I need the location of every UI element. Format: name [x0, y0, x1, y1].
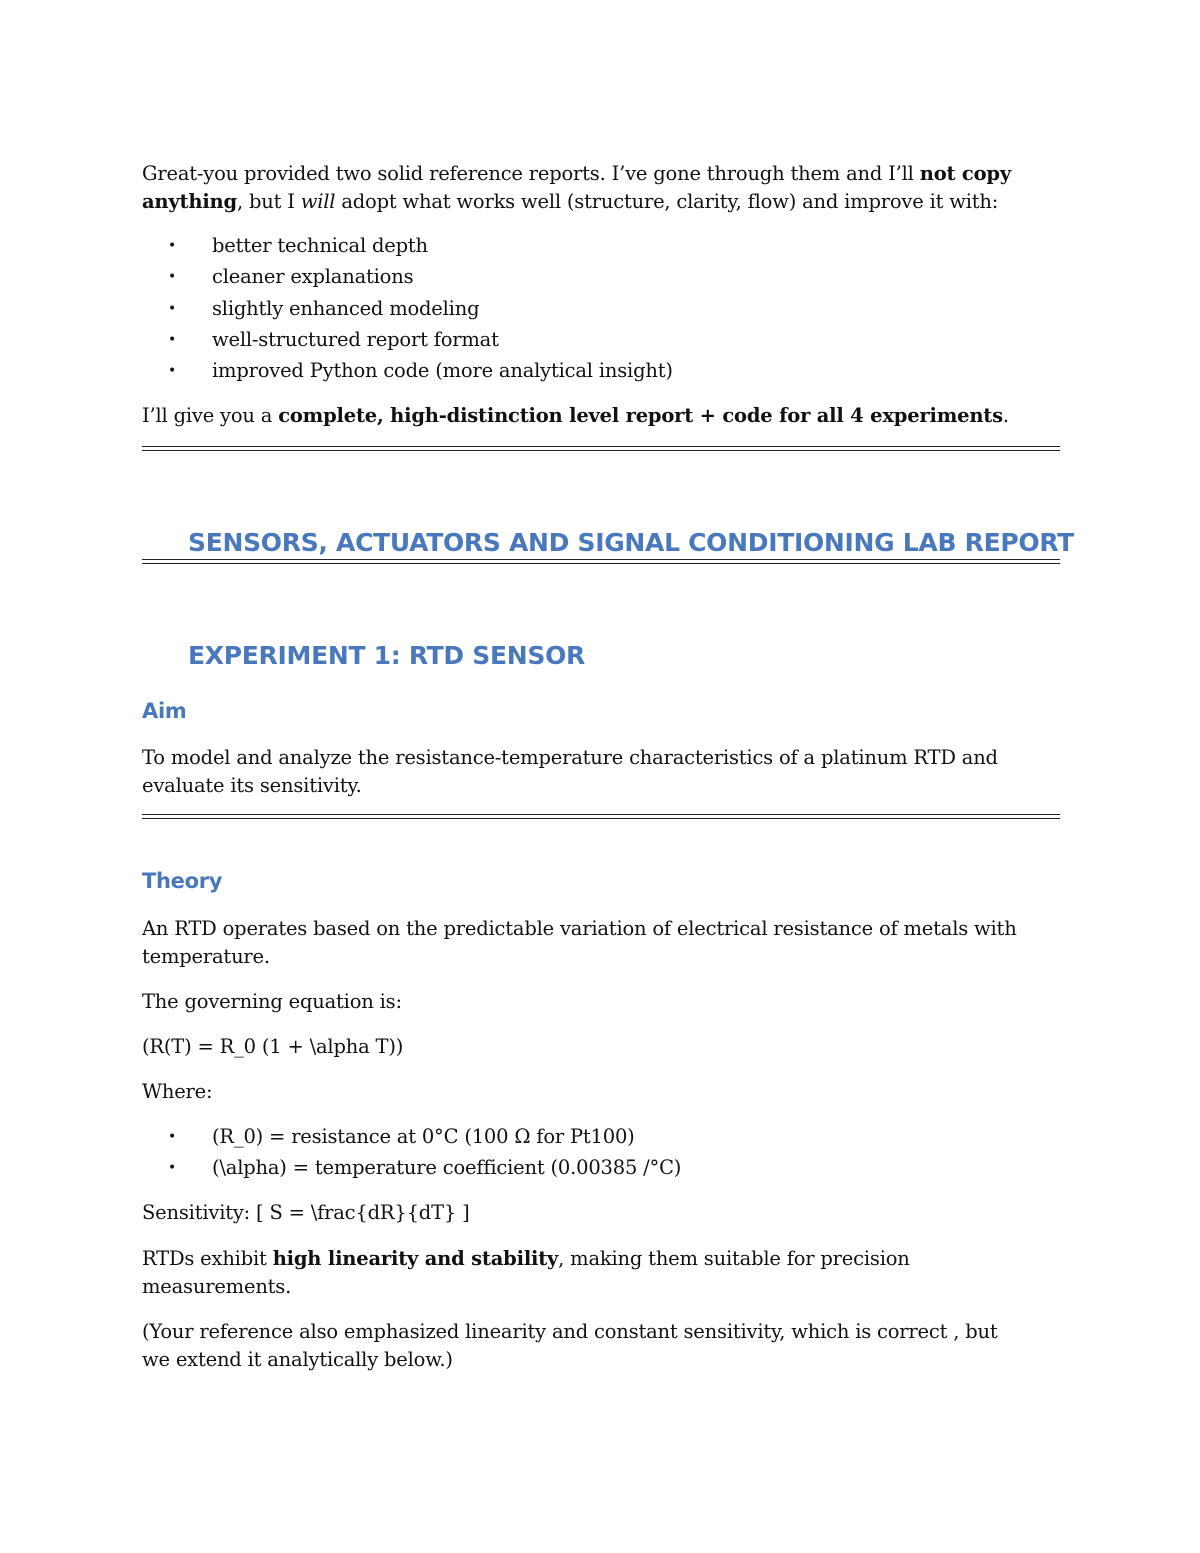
- aim-heading: Aim: [142, 699, 187, 723]
- sensitivity-formula: Sensitivity: [ S = \frac{dR}{dT} ]: [142, 1201, 470, 1224]
- horizontal-rule: [142, 814, 1060, 819]
- intro-closing: [142, 402, 1062, 430]
- theory-paragraph-4: [142, 1318, 1062, 1374]
- intro-bold-anything: anything: [142, 190, 237, 213]
- theory-line: An RTD operates based on the predictable variation of electrical resistance of metals with: [142, 917, 1017, 940]
- list-item: (R_0) = resistance at 0°C (100 Ω for Pt100): [212, 1125, 635, 1148]
- intro-paragraph: [142, 160, 1062, 216]
- where-label: Where:: [142, 1080, 213, 1103]
- aim-paragraph: [142, 744, 1062, 800]
- closing-bold: complete, high-distinction level report + code for all 4 experiments: [278, 404, 1003, 427]
- closing-text: I’ll give you a: [142, 404, 279, 427]
- experiment-title: EXPERIMENT 1: RTD SENSOR: [188, 641, 585, 670]
- list-item: better technical depth: [212, 234, 428, 257]
- intro-text: , but I: [236, 190, 301, 213]
- bullet-dot: •: [168, 238, 177, 254]
- bullet-dot: •: [168, 1129, 177, 1145]
- list-item: improved Python code (more analytical insight): [212, 359, 673, 382]
- theory-heading: Theory: [142, 869, 223, 893]
- list-item: cleaner explanations: [212, 265, 414, 288]
- horizontal-rule: [142, 446, 1060, 451]
- equation: (R(T) = R_0 (1 + \alpha T)): [142, 1035, 404, 1058]
- theory-line: we extend it analytically below.): [142, 1348, 453, 1371]
- bullet-dot: •: [168, 332, 177, 348]
- intro-bold-not-copy: not copy: [919, 162, 1011, 185]
- theory-line: measurements.: [142, 1275, 292, 1298]
- aim-line-1: To model and analyze the resistance-temperature characteristics of a platinum RTD and: [142, 746, 998, 769]
- theory-paragraph-1: [142, 915, 1062, 971]
- intro-text: Great-you provided two solid reference reports. I’ve gone through them and I’ll: [142, 162, 920, 185]
- theory-line: [142, 1245, 1062, 1273]
- intro-line-1: [142, 160, 1062, 188]
- intro-line-2: [142, 188, 1062, 216]
- theory-text: RTDs exhibit: [142, 1247, 273, 1270]
- theory-text: , making them suitable for precision: [558, 1247, 910, 1270]
- theory-bold: high linearity and stability: [272, 1247, 559, 1270]
- bullet-dot: •: [168, 301, 177, 317]
- list-item: (\alpha) = temperature coefficient (0.00385 /°C): [212, 1156, 682, 1179]
- aim-line-2: evaluate its sensitivity.: [142, 774, 362, 797]
- theory-line: (Your reference also emphasized linearity and constant sensitivity, which is correct , but: [142, 1320, 998, 1343]
- governing-equation-intro: The governing equation is:: [142, 990, 402, 1013]
- theory-paragraph-3: [142, 1245, 1062, 1301]
- intro-italic-will: will: [300, 190, 336, 213]
- intro-text: adopt what works well (structure, clarity, flow) and improve it with:: [335, 190, 999, 213]
- list-item: slightly enhanced modeling: [212, 297, 480, 320]
- list-item: well-structured report format: [212, 328, 499, 351]
- report-title: SENSORS, ACTUATORS AND SIGNAL CONDITIONING LAB REPORT: [188, 528, 1074, 557]
- bullet-dot: •: [168, 1160, 177, 1176]
- bullet-dot: •: [168, 363, 177, 379]
- theory-line: temperature.: [142, 945, 270, 968]
- closing-text: .: [1002, 404, 1009, 427]
- horizontal-rule: [142, 559, 1060, 564]
- bullet-dot: •: [168, 269, 177, 285]
